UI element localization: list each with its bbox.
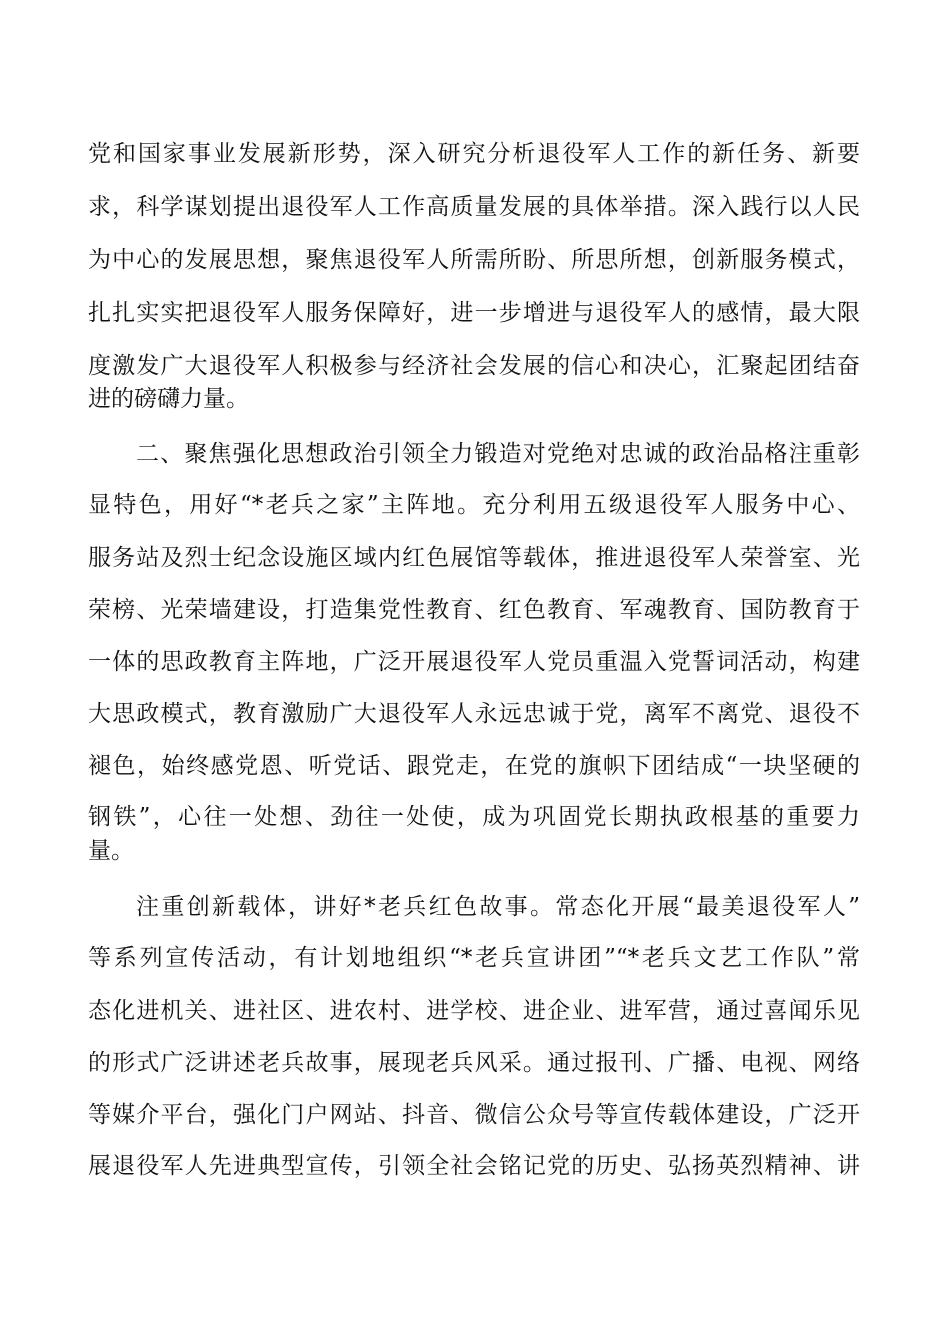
paragraph-2-line-5: 一体的思政教育主阵地，广泛开展退役军人党员重温入党誓词活动，构建 <box>88 649 860 675</box>
paragraph-1-line-6: 进的磅礴力量。 <box>88 386 249 412</box>
paragraph-3-line-5: 等媒介平台，强化门户网站、抖音、微信公众号等宣传载体建设，广泛开 <box>88 1102 860 1128</box>
paragraph-1-line-1: 党和国家事业发展新形势，深入研究分析退役军人工作的新任务、新要 <box>88 141 860 167</box>
paragraph-3-line-6: 展退役军人先进典型宣传，引领全社会铭记党的历史、弘扬英烈精神、讲 <box>88 1153 860 1179</box>
paragraph-2-line-2: 显特色，用好“*老兵之家”主阵地。充分利用五级退役军人服务中心、 <box>88 492 860 518</box>
paragraph-3-line-4: 的形式广泛讲述老兵故事，展现老兵风采。通过报刊、广播、电视、网络 <box>88 1050 860 1076</box>
paragraph-1-line-3: 为中心的发展思想，聚焦退役军人所需所盼、所思所想，创新服务模式， <box>88 247 860 273</box>
paragraph-3-line-2: 等系列宣传活动，有计划地组织“*老兵宣讲团”“*老兵文艺工作队”常 <box>88 945 860 971</box>
paragraph-1-line-2: 求，科学谋划提出退役军人工作高质量发展的具体举措。深入践行以人民 <box>88 194 860 220</box>
paragraph-2-line-3: 服务站及烈士纪念设施区域内红色展馆等载体，推进退役军人荣誉室、光 <box>88 545 860 571</box>
paragraph-1-line-4: 扎扎实实把退役军人服务保障好，进一步增进与退役军人的感情，最大限 <box>88 300 860 326</box>
paragraph-2-line-7: 褪色，始终感党恩、听党话、跟党走，在党的旗帜下团结成“一块坚硬的 <box>88 753 860 779</box>
paragraph-1-line-5: 度激发广大退役军人积极参与经济社会发展的信心和决心，汇聚起团结奋 <box>88 353 860 379</box>
paragraph-2-line-8: 钢铁”，心往一处想、劲往一处使，成为巩固党长期执政根基的重要力 <box>88 804 860 830</box>
paragraph-2-line-6: 大思政模式，教育激励广大退役军人永远忠诚于党，离军不离党、退役不 <box>88 701 860 727</box>
paragraph-2-line-1: 二、聚焦强化思想政治引领全力锻造对党绝对忠诚的政治品格注重彰 <box>136 441 860 467</box>
paragraph-3-line-3: 态化进机关、进社区、进农村、进学校、进企业、进军营，通过喜闻乐见 <box>88 998 860 1024</box>
paragraph-3-line-1: 注重创新载体，讲好*老兵红色故事。常态化开展“最美退役军人” <box>136 894 860 920</box>
paragraph-2-line-9: 量。 <box>88 838 134 864</box>
paragraph-2-line-4: 荣榜、光荣墙建设，打造集党性教育、红色教育、军魂教育、国防教育于 <box>88 597 860 623</box>
